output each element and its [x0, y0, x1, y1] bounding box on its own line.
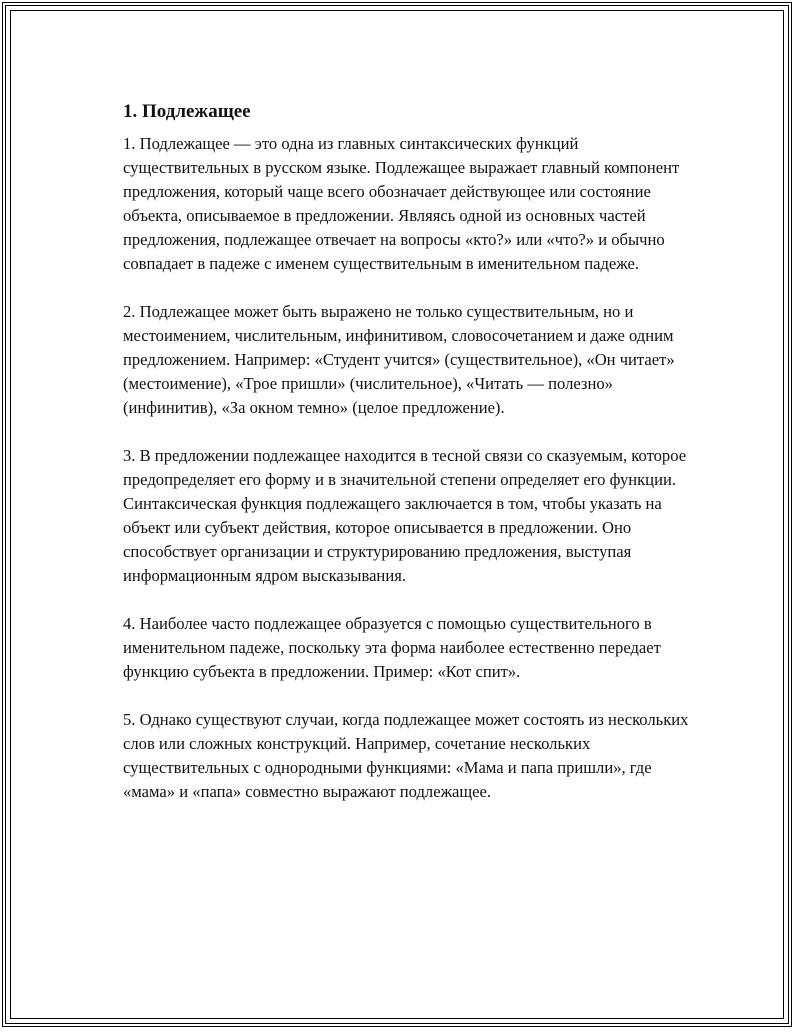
- paragraph-3: 3. В предложении подлежащее находится в тесной связи со сказуемым, которое предопределяет его форму и в значительной степени определяет его функции. Синтаксическая функция подлежащего заключается в том, чтобы указать на объект или субъект действия, которое описывается в предложении. Оно способствует организации и структурированию предложения, выступая информационным ядром высказывания.: [123, 446, 687, 585]
- section-heading: 1. Подлежащее: [123, 101, 251, 122]
- document-page: [2, 2, 792, 1027]
- document-body: [123, 98, 693, 828]
- paragraph-2: 2. Подлежащее может быть выражено не только существительным, но и местоимением, числительным, инфинитивом, словосочетанием и даже одним предложением. Например: «Студент учится» (существительное), «Он читает» (местоимение), «Трое пришли» (числительное), «Читать — полезно» (инфинитив), «За окном темно» (целое предложение).: [123, 302, 675, 417]
- paragraph-4: 4. Наиболее часто подлежащее образуется с помощью существительного в именительном падеже, поскольку эта форма наиболее естественно передает функцию субъекта в предложении. Пример: «Кот спит».: [123, 614, 661, 681]
- paragraph-1: 1. Подлежащее — это одна из главных синтаксических функций существительных в русском языке. Подлежащее выражает главный компонент предложения, который чаще всего обозначает действующее или состояние объекта, описываемое в предложении. Являясь одной из основных частей предложения, подлежащее отвечает на вопросы «кто?» или «что?» и обычно совпадает в падеже с именем существительным в именительном падеже.: [123, 134, 680, 273]
- paragraph-5: 5. Однако существуют случаи, когда подлежащее может состоять из нескольких слов или сложных конструкций. Например, сочетание нескольких существительных с однородными функциями: «Мама и папа пришли», где «мама» и «папа» совместно выражают подлежащее.: [123, 710, 689, 801]
